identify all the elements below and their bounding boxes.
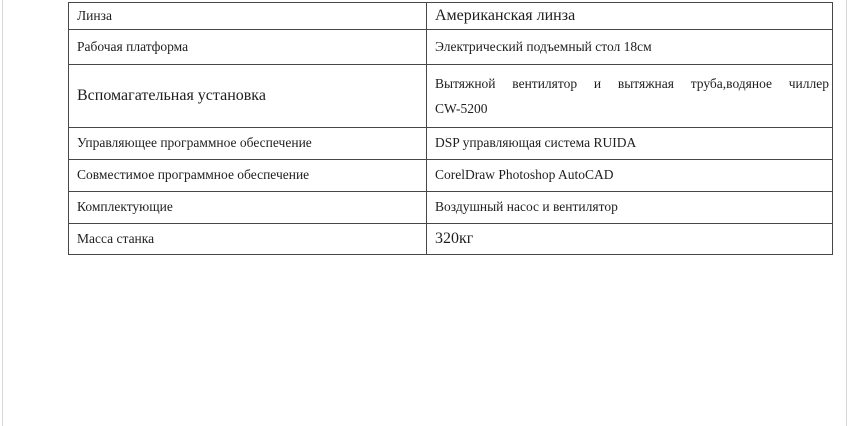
spec-value-cell (427, 65, 833, 128)
spec-label-cell: Совместимое программное обеспечение (69, 160, 427, 192)
spec-value-cell: Американская линза (427, 3, 833, 30)
table-row (69, 224, 833, 255)
spec-label-cell: Линза (69, 3, 427, 30)
spec-label-cell: Вспомагательная установка (69, 65, 427, 128)
spec-label-cell: Масса станка (69, 224, 427, 255)
spec-value-cell: Электрический подъемный стол 18см (427, 30, 833, 65)
spec-value-cell: Воздушный насос и вентилятор (427, 192, 833, 224)
spec-value-line1: Вытяжной вентилятор и вытяжная труба,водяное чиллер (435, 76, 829, 91)
page-right-edge-line (846, 0, 847, 426)
spec-label-cell: Управляющее программное обеспечение (69, 128, 427, 160)
table-row (69, 30, 833, 65)
table-row (69, 160, 833, 192)
table-row (69, 65, 833, 128)
spec-label-cell: Комплектующие (69, 192, 427, 224)
spec-value-cell: DSP управляющая система RUIDA (427, 128, 833, 160)
specification-table (68, 2, 833, 255)
table-row (69, 128, 833, 160)
page-left-edge-line (2, 0, 3, 426)
spec-label-cell: Рабочая платформа (69, 30, 427, 65)
spec-value-line2: CW-5200 (435, 101, 488, 116)
table-row (69, 3, 833, 30)
spec-value-cell: 320кг (427, 224, 833, 255)
table-row (69, 192, 833, 224)
spec-value-cell: CorelDraw Photoshop AutoCAD (427, 160, 833, 192)
